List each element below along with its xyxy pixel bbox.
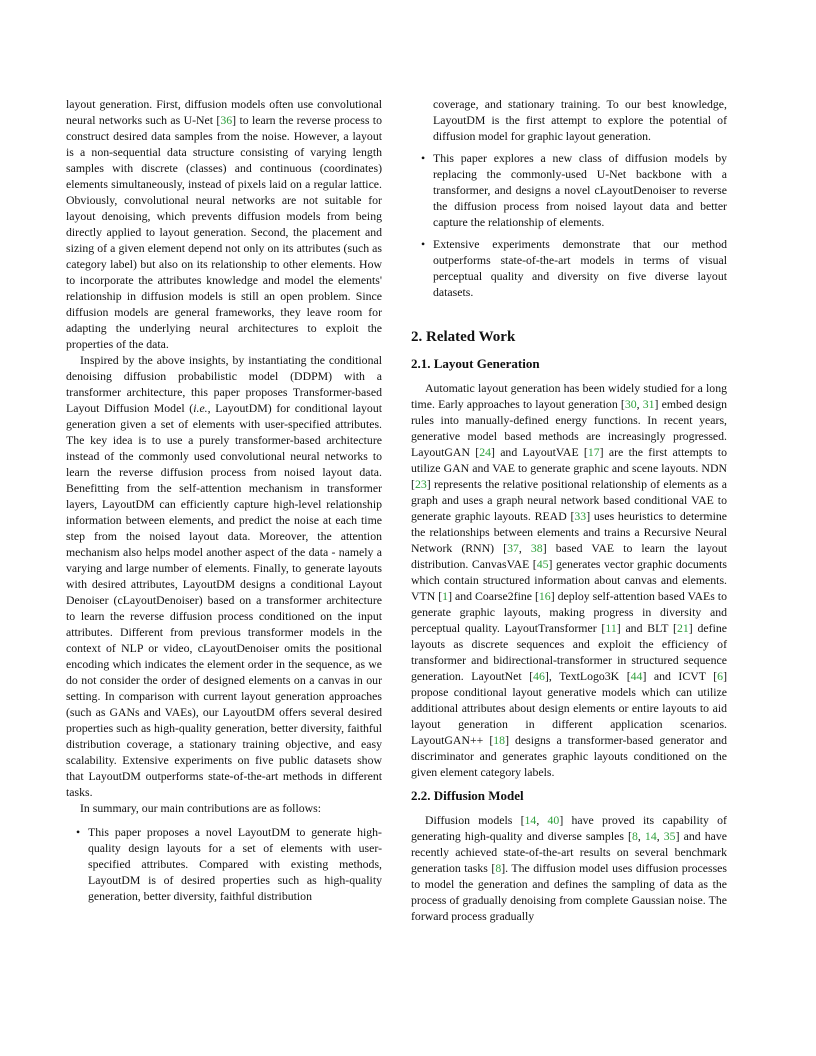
citation-link[interactable]: 35 <box>663 829 676 843</box>
contribution-item-1 <box>66 824 382 904</box>
contribution-item-2-text: This paper explores a new class of diffusion models by replacing the commonly-used U-Net backbone with a transformer, and designs a novel cLayoutDenoiser to reverse the diffusion process from noised layout data and better capture the relationship of elements. <box>433 151 727 229</box>
diffusion-model-paragraph: Diffusion models [14, 40] have proved its capability of generating high-quality and diverse samples [8, 14, 35] and have recently achieved state-of-the-art results on several benchmark generation tasks [8]. The diffusion model uses diffusion processes to model the generation and defines the sampling of data as the process of gradually denoising from complete Gaussian noise. The forward process gradually <box>411 813 727 923</box>
citation-link[interactable]: 46 <box>533 669 545 683</box>
bullet-marker: • <box>421 151 426 165</box>
bullet-marker: • <box>421 237 426 251</box>
section-heading-related-work: 2. Related Work <box>411 329 516 345</box>
contribution-item-3-text: Extensive experiments demonstrate that our method outperforms state-of-the-art models in terms of visual perceptual quality and diversity on five diverse layout datasets. <box>433 237 727 299</box>
subsection-heading-diffusion-model: 2.2. Diffusion Model <box>411 788 524 803</box>
citation-link[interactable]: 14 <box>524 813 537 827</box>
contribution-item-2 <box>411 150 727 230</box>
contribution-item-1-continued-text: coverage, and stationary training. To our best knowledge, LayoutDM is the first attempt to explore the potential of diffusion model for graphic layout generation. <box>433 97 727 143</box>
citation-link[interactable]: 45 <box>536 557 549 571</box>
contributions-intro: In summary, our main contributions are as follows: <box>80 801 322 815</box>
citation-link[interactable]: 37 <box>507 541 519 555</box>
citation-link[interactable]: 33 <box>574 509 587 523</box>
citation-link[interactable]: 8 <box>495 861 502 875</box>
contribution-item-3 <box>411 236 727 300</box>
left-column <box>66 96 382 910</box>
citation-link[interactable]: 11 <box>605 621 617 635</box>
intro-paragraph-1: layout generation. First, diffusion models often use convolutional neural networks such as U-Net [36] to learn the reverse process to construct desired data samples from the noise. However, a layout is a non-sequential data structure consisting of varying length samples with discrete (classes) and continuous (coordinates) elements simultaneously, instead of pixels laid on a regular lattice. Obviously, convolutional neural networks are not suitable for layout denoising, which prevents diffusion models from being directly applied to layout generation. Second, the placement and sizing of a given element depend not only on its attributes (such as category label) but also on its relationship to other elements. How to incorporate the attributes knowledge and model the elements' relationship in diffusion models is still an open problem. Since diffusion models are general frameworks, they leave room for adapting the underlying neural architectures to exploit the properties of the data. <box>66 97 382 351</box>
bullet-marker: • <box>76 825 81 839</box>
citation-link[interactable]: 30 <box>624 397 637 411</box>
citation-link[interactable]: 23 <box>414 477 427 491</box>
citation-link[interactable]: 44 <box>630 669 643 683</box>
citation-link[interactable]: 1 <box>442 589 449 603</box>
citation-link[interactable]: 24 <box>479 445 491 459</box>
citation-link[interactable]: 36 <box>220 113 233 127</box>
citation-link[interactable]: 18 <box>493 733 506 747</box>
citation-link[interactable]: 14 <box>644 829 657 843</box>
citation-link[interactable]: 38 <box>530 541 543 555</box>
citation-link[interactable]: 40 <box>547 813 560 827</box>
citation-link[interactable]: 8 <box>631 829 638 843</box>
citation-link[interactable]: 6 <box>717 669 724 683</box>
right-column <box>411 96 727 924</box>
citation-link[interactable]: 16 <box>538 589 551 603</box>
contribution-item-1-text: This paper proposes a novel LayoutDM to generate high-quality design layouts for a set of elements with user-specified attributes. Compared with existing methods, LayoutDM is of desired properties such as high-quality generation, better diversity, faithful distribution <box>88 825 382 903</box>
italic-text: i.e. <box>193 401 208 415</box>
citation-link[interactable]: 21 <box>677 621 689 635</box>
contributions-list <box>66 824 382 904</box>
layout-generation-paragraph: Automatic layout generation has been widely studied for a long time. Early approaches to layout generation [30, 31] embed design rules into manually-defined energy functions. In recent years, generative model based methods are increasingly progressed. LayoutGAN [24] and LayoutVAE [17] are the first attempts to utilize GAN and VAE to generate graphic and scene layouts. NDN [23] represents the relative positional relationship of elements as a graph and uses a graph neural network based conditional VAE to generate graphic layouts. READ [33] uses heuristics to determine the relationships between elements and trains a Recursive Neural Network (RNN) [37, 38] based VAE to learn the layout distribution. CanvasVAE [45] generates vector graphic documents which contain structured information about canvas and elements. VTN [1] and Coarse2fine [16] deploy self-attention based VAEs to generate graphic layouts, making progress in diversity and perceptual quality. LayoutTransformer [11] and BLT [21] define layouts as discrete sequences and exploit the efficiency of transformer and bidirectional-transformer in structured sequence generation. LayoutNet [46], TextLogo3K [44] and ICVT [6] propose conditional layout generative models which can utilize additional attributes about design elements or entire layouts to aid layout generation in different application scenarios. LayoutGAN++ [18] designs a transformer-based generator and discriminator and generates graphic layouts conditioned on the given element category labels. <box>411 381 727 779</box>
contributions-list-continued <box>411 96 727 300</box>
subsection-heading-layout-generation: 2.1. Layout Generation <box>411 356 540 371</box>
contribution-item-1-continued <box>411 96 727 144</box>
citation-link[interactable]: 17 <box>587 445 600 459</box>
citation-link[interactable]: 31 <box>642 397 655 411</box>
intro-paragraph-2: Inspired by the above insights, by instantiating the conditional denoising diffusion probabilistic model (DDPM) with a transformer architecture, this paper proposes Transformer-based Layout Diffusion Model (i.e., LayoutDM) for conditional layout generation given a set of elements with user-specified attributes. The key idea is to use a purely transformer-based architecture instead of the commonly used convolutional neural networks to learn the reverse diffusion process from noised layout data. Benefitting from the self-attention mechanism in transformer layers, LayoutDM can efficiently capture high-level relationship information between elements, and predict the noise at each time step from the noised layout data. Moreover, the attention mechanism also helps model another aspect of the data - namely a varying and large number of elements. Finally, to generate layouts with desired attributes, LayoutDM designs a conditional Layout Denoiser (cLayoutDenoiser) based on a transformer architecture to learn the reverse diffusion process conditioned on the input attributes. Different from previous transformer models in the context of NLP or video, cLayoutDenoiser omits the positional encoding which indicates the element order in the sequence, as we do not consider the order of designed elements on a canvas in our setting. In comparison with current layout generation approaches (such as GANs and VAEs), our LayoutDM offers several desired properties such as high-quality generation, better diversity, faithful distribution coverage, a stationary training objective, and easy scalability. Extensive experiments on five public datasets show that LayoutDM outperforms state-of-the-art methods in different tasks. <box>66 353 383 799</box>
